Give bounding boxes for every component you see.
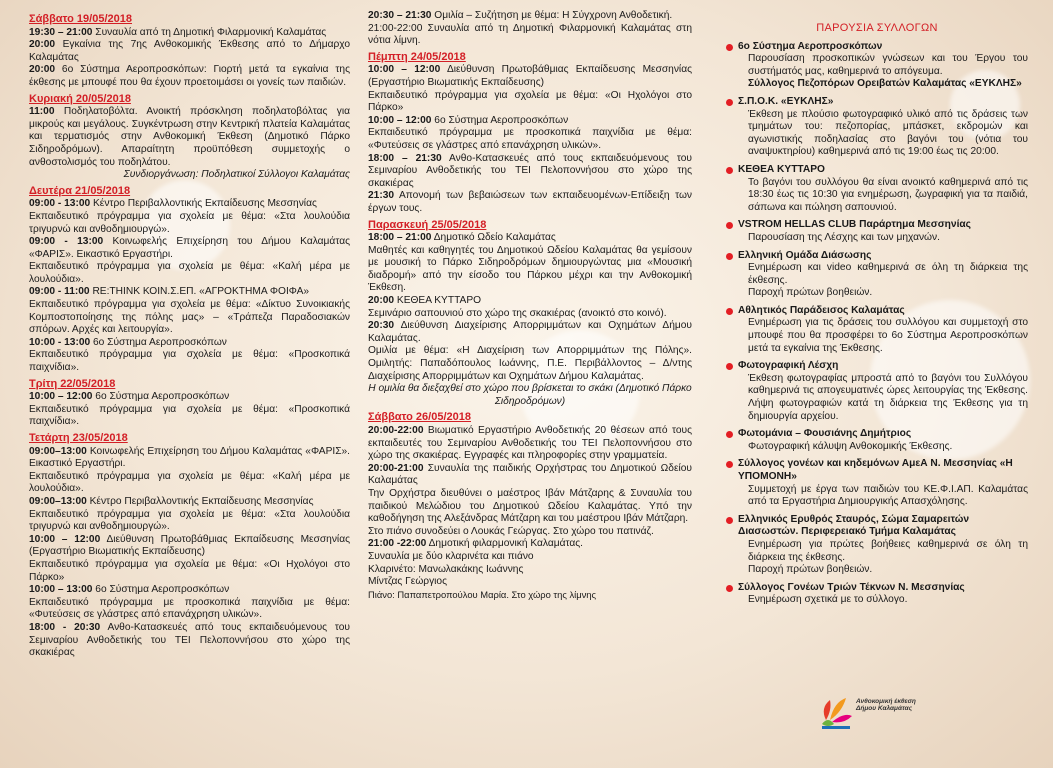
schedule-entry [368, 153, 692, 191]
club-name: Ελληνικός Ερυθρός Σταυρός, Σώμα Σαμαρειτών Διασωστών. Περιφερειακό Τμήμα Καλαμάτας [738, 513, 970, 538]
clubs-list [726, 41, 1028, 607]
entry-time: 18:00 – 21:00 [368, 232, 432, 244]
club-entry [726, 219, 1028, 244]
schedule-text: Κλαρινέτο: Μανωλακάκης Ιωάννης [368, 563, 524, 575]
entry-text: Κέντρο Περιβαλλοντικής Εκπαίδευσης Μεσσηνίας [86, 495, 314, 507]
club-name: VSTROM HELLAS CLUB Παράρτημα Μεσσηνίας [738, 219, 971, 231]
flower-logo-icon [816, 690, 856, 734]
entry-text: Συναυλία από τη Δημοτική Φιλαρμονική Καλαμάτας [92, 26, 327, 38]
club-description: Έκθεση φωτογραφίας μπροστά από το βαγόνι του Συλλόγου καθημερινά τις απογευματινές ώρες λειτουργίας της Έκθεσης. Λήψη φωτογραφιών κατά τη διάρκεια της Έκθεσης για τη δημιουργία αρχείου. [748, 372, 1028, 422]
schedule-text: Μίντζας Γεώργιος [368, 576, 447, 588]
entry-text: Εγκαίνια της 7ης Ανθοκομικής Έκθεσης από το Δήμαρχο Καλαμάτας [29, 39, 350, 63]
schedule-entry [368, 190, 692, 215]
club-entry [726, 458, 1028, 508]
schedule-text: Εκπαιδευτικό πρόγραμμα για σχολεία με θέμα: «Δίκτυο Συνοικιακής Κομποστοποίησης της πόλης μας» – «Τράπεζα Παραδοσιακών σπόρων. Αρχές και λειτουργία». [29, 299, 350, 336]
club-description: Ενημέρωση για τις δράσεις του συλλόγου και συμμετοχή στο μπουφέ που θα προσφέρει το 6ο Σύστημα Αεροπροσκόπων μετά τα εγκαίνια της Έκθεσης. [748, 317, 1028, 354]
entry-text: Διεύθυνση Διαχείρισης Απορριμμάτων και Οχημάτων Δήμου Καλαμάτας. [368, 320, 692, 344]
club-description: Ενημέρωση και video καθημερινά σε όλη τη διάρκεια της έκθεσης. [748, 262, 1028, 286]
bullet-icon [726, 99, 733, 106]
venue-note: Η ομιλία θα διεξαχθεί στο χώρο που βρίσκεται το σκάκι (Δημοτικό Πάρκο Σιδηροδρόμων) [368, 383, 692, 407]
schedule-entry [29, 39, 350, 64]
bullet-icon [726, 253, 733, 260]
schedule-text: Εκπαιδευτικό πρόγραμμα για σχολεία με θέμα: «Στα λουλούδια τριγυρνώ και ανθοδημιουργώ». [29, 508, 350, 533]
entry-time: 20:30 – 21:30 [368, 10, 432, 21]
entry-time: 10:00 – 12:00 [29, 533, 101, 545]
bullet-icon [726, 44, 733, 51]
bullet-icon [726, 461, 733, 468]
entry-time: 20:00 [368, 295, 395, 307]
entry-text: Κοινωφελής Επιχείρηση του Δήμου Καλαμάτας «ΦΑΡΙΣ». Εικαστικό Εργαστήρι. [29, 445, 350, 470]
day-heading: Δευτέρα 21/05/2018 [29, 184, 131, 197]
exhibition-logo [816, 690, 1026, 738]
entry-time: 18:00 – 21:30 [368, 152, 442, 164]
entry-text: Κοινωφελής Επιχείρηση του Δήμου Καλαμάτας «ΦΑΡΙΣ». Εικαστικό Εργαστήρι. [29, 236, 350, 260]
club-entry [726, 360, 1028, 423]
schedule-text: Ομιλία με θέμα: «Η Διαχείριση των Απορριμμάτων της Πόλης». Ομιλητής: Παπαδόπουλος Ιωάννης, Π.Ε. Περιβάλλοντος – Δ/ντης Διαχείρισης Απορριμμάτων και Οχημάτων Δήμου Καλαμάτας. [368, 345, 692, 382]
schedule-note: Πιάνο: Παπαπετροπούλου Μαρία. Στο χώρο της λίμνης [368, 588, 597, 600]
entry-text: Δημοτικό Ωδείο Καλαμάτας [431, 232, 556, 244]
schedule-entry [29, 106, 350, 169]
entry-time: 20:00-21:00 [368, 462, 424, 474]
schedule-text: Εκπαιδευτικό πρόγραμμα για σχολεία με θέμα: «Προσκοπικά παιχνίδια». [29, 349, 350, 374]
club-name: Σύλλογος γονέων και κηδεμόνων ΑμεΑ Ν. Μεσσηνίας «Η ΥΠΟΜΟΝΗ» [738, 458, 1013, 482]
entry-time: 18:00 - 20:30 [29, 621, 101, 633]
schedule-text: Εκπαιδευτικό πρόγραμμα με προσκοπικά παιχνίδια με θέμα: «Φυτεύσεις σε γλάστρες από επανάχρηση υλικών». [368, 127, 692, 151]
entry-time: 09:00 - 13:00 [29, 236, 104, 248]
bullet-icon [726, 222, 733, 229]
bullet-icon [726, 517, 733, 524]
schedule-entry [368, 115, 692, 128]
day-heading: Τετάρτη 23/05/2018 [29, 432, 128, 444]
schedule-text: Εκπαιδευτικό πρόγραμμα για σχολεία με θέμα: «Καλή μέρα με λουλούδια». [29, 470, 350, 495]
club-name: Αθλητικός Παράδεισος Καλαμάτας [738, 304, 905, 316]
schedule-entry [29, 584, 350, 597]
entry-time: 10:00 – 12:00 [29, 391, 93, 403]
club-description: Παροχή πρώτων βοηθειών. [748, 287, 873, 299]
schedule-entry [29, 337, 350, 350]
club-name: Σύλλογος Γονέων Τριών Τέκνων Ν. Μεσσηνίας [738, 581, 965, 593]
schedule-text: Μαθητές και καθηγητές του Δημοτικού Ωδείου Καλαμάτας θα γεμίσουν με μουσική το Πάρκο Σιδηροδρόμων δημιουργώντας μια «Μουσική διαδρομή» από την είσοδο του Πάρκου μέχρι και την Ανθοκομική Έκθεση. [368, 244, 692, 294]
entry-time: 09:00 - 13:00 [29, 198, 91, 210]
schedule-entry [29, 622, 350, 660]
club-entry [726, 582, 1028, 607]
schedule-text: Εκπαιδευτικό πρόγραμμα για σχολεία με θέμα: «Οι Ηχολόγοι στο Πάρκο» [368, 89, 692, 114]
entry-text: 6ο Σύστημα Αεροπροσκόπων [92, 584, 230, 596]
bullet-icon [726, 363, 733, 370]
schedule-entry [29, 198, 350, 211]
entry-time: 09:00–13:00 [29, 495, 87, 507]
schedule-entry [368, 295, 692, 308]
entry-time: 20:00 [29, 39, 56, 51]
schedule-column-2 [368, 10, 692, 601]
club-entry [726, 514, 1028, 577]
schedule-entry [29, 286, 350, 299]
entry-time: 20:00 [29, 64, 56, 76]
schedule-entry [29, 391, 350, 404]
club-description: Φωτογραφική κάλυψη Ανθοκομικής Έκθεσης. [748, 440, 953, 452]
schedule-column-1 [29, 10, 350, 660]
club-name: Φωτομάνια – Φουσιάνης Δημήτριος [738, 428, 912, 440]
entry-time: 10:00 - 13:00 [29, 336, 91, 348]
entry-time: 09:00 - 11:00 [29, 286, 90, 298]
schedule-text: Εκπαιδευτικό πρόγραμμα για σχολεία με θέμα: «Προσκοπικά παιχνίδια». [29, 403, 350, 428]
bullet-icon [726, 167, 733, 174]
schedule-text: Συναυλία με δύο κλαρινέτα και πιάνο [368, 550, 534, 562]
schedule-text: Εκπαιδευτικό πρόγραμμα με προσκοπικά παιχνίδια με θέμα: «Φυτεύσεις σε γλάστρες από επανάχρηση υλικών». [29, 596, 350, 621]
club-description: Το βαγόνι του συλλόγου θα είναι ανοικτό καθημερινά από τις 18:30 έως τις 10:30 για ενημέρωση, ζωγραφική για τα παιδιά, σάπωνα και πώληση σαπουνιού. [748, 176, 1028, 213]
schedule-text: 21:00-22:00 Συναυλία από τη Δημοτική Φιλαρμονική Καλαμάτας στη νότια λίμνη. [368, 22, 692, 47]
club-name: 6ο Σύστημα Αεροπροσκόπων [738, 40, 883, 52]
day-heading: Πέμπτη 24/05/2018 [368, 50, 466, 63]
club-entry [726, 96, 1028, 159]
day-heading: Τρίτη 22/05/2018 [29, 377, 116, 390]
schedule-text: Στο πιάνο συνοδεύει ο Λουκάς Γεώργας. Στο χώρο του πατινάζ. [368, 525, 654, 537]
schedule-entry [368, 425, 692, 463]
day-heading: Παρασκευή 25/05/2018 [368, 218, 487, 231]
club-description: Ενημέρωση σχετικά με το σύλλογο. [748, 594, 908, 606]
schedule-text: Την Ορχήστρα διευθύνει ο μαέστρος Ιβάν Μάτζαρης & Συναυλία του παιδικού Μελώδιου του Δημοτικού Ωδείου Καλαμάτας. Υπό την καθοδήγηση της Αλεξάνδρας Μάτζαρη και του μαέστρου Ιβάν Μάτζαρη. [368, 487, 692, 525]
entry-text: Δημοτική φιλαρμονική Καλαμάτας. [426, 538, 583, 550]
schedule-text: Εκπαιδευτικό πρόγραμμα για σχολεία με θέμα: «Καλή μέρα με λουλούδια». [29, 261, 350, 285]
entry-time: 09:00–13:00 [29, 445, 87, 457]
entry-text: 6ο Σύστημα Αεροπροσκόπων [92, 391, 230, 403]
club-subtitle: Σύλλογος Πεζοπόρων Ορειβατών Καλαμάτας «ΕΥΚΛΗΣ» [748, 78, 1022, 90]
schedule-entry [29, 534, 350, 559]
club-description: Παρουσίαση της Λέσχης και των μηχανών. [748, 231, 940, 243]
entry-text: 6ο Σύστημα Αεροπροσκόπων: Γιορτή μετά τα εγκαίνια της έκθεσης με μπουφέ που θα έχουν προετοιμάσει οι γονείς των παιδιών. [29, 64, 350, 88]
club-description: Παροχή πρώτων βοηθειών. [748, 564, 873, 576]
schedule-entry [368, 538, 692, 551]
bullet-icon [726, 585, 733, 592]
schedule-entry [29, 236, 350, 261]
club-description: Ενημέρωση για πρώτες βοήθειες καθημερινά σε όλη τη διάρκεια της έκθεσης. [748, 538, 1028, 563]
entry-text: Βιωματικό Εργαστήριο Ανθοδετικής 20 θέσεων από τους εκπαιδευτές του Σεμιναρίου Ανθοδετικής του ΤΕΙ Πελοποννήσου στο χώρο της σκακιέρας. Εγγραφές και πληροφορίες στην γραμματεία. [368, 425, 692, 462]
entry-time: 19:30 – 21:00 [29, 26, 93, 38]
entry-text: RE:THINK ΚΟΙΝ.Σ.ΕΠ. «ΑΓΡΟΚΤΗΜΑ ΦΟΙΦΑ» [89, 286, 310, 298]
entry-time: 20:30 [368, 320, 395, 332]
club-entry [726, 41, 1028, 91]
entry-text: Ανθο-Κατασκευές από τους εκπαιδευόμενους του Σεμιναρίου Ανθοδετικής του ΤΕΙ Πελοποννήσου στο χώρο της σκακιέρας [368, 152, 692, 189]
schedule-entry [29, 64, 350, 89]
schedule-entry [368, 463, 692, 488]
club-description: Συμμετοχή με έργα των παιδιών του ΚΕ.Φ.Ι.ΑΠ. Καλαμάτας από τα Εργαστήρια Δημιουργικής Απασχόλησης. [748, 483, 1028, 508]
entry-text: Ανθο-Κατασκευές από τους εκπαιδευόμενους του Σεμιναρίου Ανθοδετικής του ΤΕΙ Πελοποννήσου στο χώρο της σκακιέρας [29, 621, 351, 659]
schedule-entry [368, 64, 692, 89]
schedule-text: Εκπαιδευτικό πρόγραμμα για σχολεία με θέμα: «Οι Ηχολόγοι στο Πάρκο» [29, 558, 350, 583]
entry-time: 10:00 – 12:00 [368, 114, 432, 126]
organizer-note: Συνδιοργάνωση: Ποδηλατικοί Σύλλογοι Καλαμάτας [123, 169, 350, 181]
day-heading: Σάββατο 26/05/2018 [368, 411, 471, 424]
schedule-entry [368, 10, 692, 23]
schedule-text: Εκπαιδευτικό πρόγραμμα για σχολεία με θέμα: «Στα λουλούδια τριγυρνώ και ανθοδημιουργώ». [29, 210, 350, 235]
entry-time: 21:30 [368, 190, 395, 202]
entry-time: 10:00 – 13:00 [29, 584, 93, 596]
club-name: Ελληνική Ομάδα Διάσωσης [738, 249, 872, 261]
logo-text: Ανθοκομική έκθεση Δήμου Καλαμάτας [856, 698, 916, 712]
entry-time: 20:00-22:00 [368, 425, 424, 436]
entry-text: ΚΕΘΕΑ ΚΥΤΤΑΡΟ [394, 295, 482, 307]
club-entry [726, 428, 1028, 453]
club-entry [726, 250, 1028, 300]
entry-text: Διεύθυνση Πρωτοβάθμιας Εκπαίδευσης Μεσσηνίας (Εργαστήριο Βιωματικής Εκπαίδευσης) [368, 64, 692, 88]
day-heading: Σάββατο 19/05/2018 [29, 13, 132, 25]
club-entry [726, 164, 1028, 214]
entry-text: 6ο Σύστημα Αεροπροσκόπων [90, 336, 227, 348]
schedule-entry [368, 320, 692, 345]
entry-text: Απονομή των βεβαιώσεων των εκπαιδευομένων-Επίδειξη των έργων τους. [368, 190, 692, 214]
bullet-icon [726, 308, 733, 315]
entry-time: 21:00 -22:00 [368, 538, 427, 550]
day-heading: Κυριακή 20/05/2018 [29, 92, 131, 105]
bullet-icon [726, 431, 733, 438]
club-name: ΚΕΘΕΑ ΚΥΤΤΑΡΟ [738, 163, 825, 175]
schedule-entry [29, 27, 350, 40]
club-description: Έκθεση με πλούσιο φωτογραφικό υλικό από τις δράσεις των τμημάτων του: πεζοπορίας, μπάσκετ, εκδρομών και αγωνιστικής ποδηλασίας στο βαγόνι του (νότια του αναψυκτηρίου) καθημερινά από τις 19:00 έως τις 20:00. [748, 108, 1028, 158]
club-name: Σ.Π.Ο.Κ. «ΕΥΚΛΗΣ» [738, 95, 834, 107]
entry-text: 6ο Σύστημα Αεροπροσκόπων [431, 114, 569, 126]
entry-time: 11:00 [29, 106, 55, 118]
club-name: Φωτογραφική Λέσχη [738, 360, 839, 372]
schedule-text: Σεμινάριο σαπουνιού στο χώρο της σκακιέρας (ανοικτό στο κοινό). [368, 307, 667, 319]
club-entry [726, 305, 1028, 355]
entry-text: Ομιλία – Συζήτηση με θέμα: Η Σύγχρονη Ανθοδετική. [431, 10, 673, 21]
schedule-entry [29, 446, 350, 471]
clubs-title: ΠΑΡΟΥΣΙΑ ΣΥΛΛΟΓΩΝ [816, 22, 938, 34]
entry-text: Διεύθυνση Πρωτοβάθμιας Εκπαίδευσης Μεσσηνίας (Εργαστήριο Βιωματικής Εκπαίδευσης) [29, 533, 350, 558]
clubs-column [726, 10, 1028, 612]
schedule-entry [29, 496, 350, 509]
entry-text: Συναυλία της παιδικής Ορχήστρας του Δημοτικού Ωδείου Καλαμάτας [368, 462, 692, 487]
schedule-entry [368, 232, 692, 245]
entry-time: 10:00 – 12:00 [368, 64, 441, 76]
entry-text: Ποδηλατοβόλτα. Ανοικτή πρόσκληση ποδηλατοβόλτας για μικρούς και μεγάλους. Συγκέντρωση στην Κεντρική πλατεία Καλαμάτας και τερματισμός στην Ανθοκομική Έκθεση (Δημοτικό Πάρκο Σιδηροδρόμων). Απαραίτητη προϋπόθεση συμμετοχής ο ανθοστολισμός του ποδηλάτου. [29, 106, 350, 168]
entry-text: Κέντρο Περιβαλλοντικής Εκπαίδευσης Μεσσηνίας [90, 198, 317, 210]
club-description: Παρουσίαση προσκοπικών γνώσεων και του Έργου του συστήματός μας, καθημερινά το απόγευμα. [748, 53, 1028, 77]
